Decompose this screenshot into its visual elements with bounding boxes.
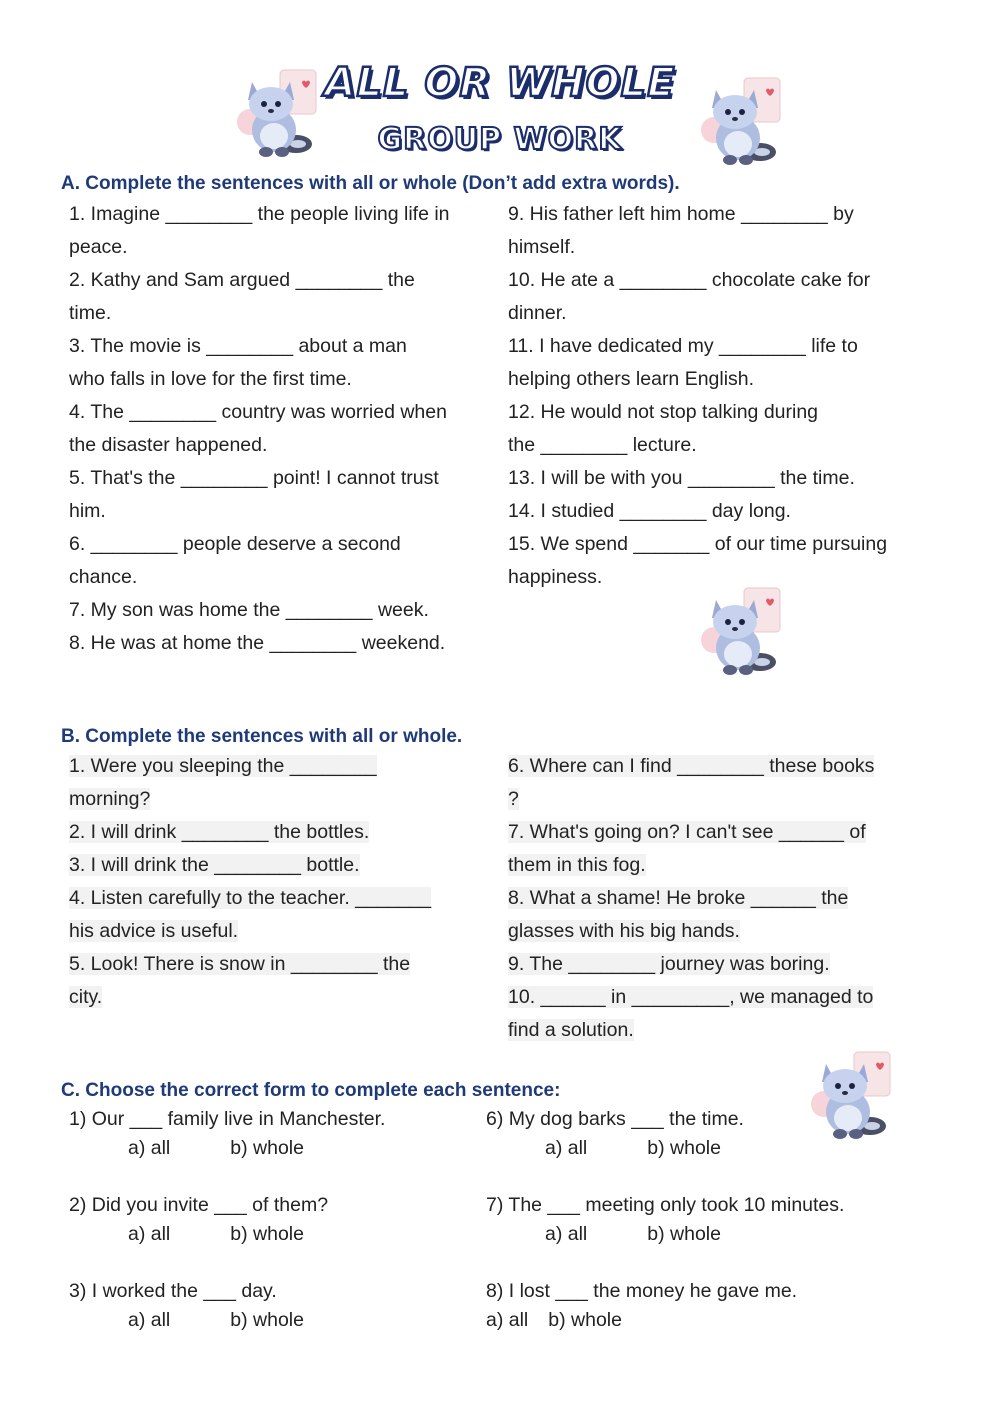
sentence-text: who falls in love for the first time. — [69, 368, 352, 390]
sentence-item — [508, 495, 938, 528]
sentence-item — [69, 627, 499, 660]
option-b[interactable]: b) whole — [647, 1223, 721, 1245]
option-b[interactable]: b) whole — [230, 1137, 304, 1159]
sentence-item — [69, 948, 489, 1014]
option-a[interactable]: a) all — [128, 1309, 171, 1331]
sentence-text: 9. The ________ journey was boring. — [508, 953, 830, 975]
section-b-left-column — [69, 750, 489, 1014]
sentence-text: 2. Kathy and Sam argued ________ the — [69, 269, 415, 291]
sentence-text: 15. We spend _______ of our time pursuing — [508, 533, 888, 555]
sentence-item — [69, 849, 489, 882]
sentence-text: find a solution. — [508, 1019, 634, 1041]
sentence-text: chance. — [69, 566, 138, 588]
sentence-text: ? — [508, 788, 519, 810]
section-b-heading: B. Complete the sentences with all or whole. — [61, 726, 463, 747]
sentence-text: 13. I will be with you ________ the time. — [508, 467, 855, 489]
option-b[interactable]: b) whole — [647, 1137, 721, 1159]
sentence-text: them in this fog. — [508, 854, 646, 876]
page-subtitle: GROUP WORK — [377, 122, 623, 157]
fox-illustration — [700, 584, 786, 676]
question: 6) My dog barks ___ the time. — [486, 1108, 744, 1130]
option-a[interactable]: a) all — [128, 1137, 171, 1159]
option-b[interactable]: b) whole — [230, 1309, 304, 1331]
sentence-text: 1. Imagine ________ the people living life in — [69, 203, 450, 225]
fox-illustration — [810, 1048, 896, 1140]
sentence-item — [69, 750, 489, 816]
section-a-heading: A. Complete the sentences with all or whole (Don’t add extra words). — [61, 173, 680, 194]
sentence-text: 6. Where can I find ________ these books — [508, 755, 875, 777]
question: 2) Did you invite ___ of them? — [69, 1194, 329, 1216]
sentence-item — [508, 330, 938, 396]
sentence-text: him. — [69, 500, 106, 522]
sentence-item — [508, 948, 938, 981]
sentence-text: 7. What's going on? I can't see ______ of — [508, 821, 866, 843]
option-b[interactable]: b) whole — [548, 1309, 622, 1331]
question: 1) Our ___ family live in Manchester. — [69, 1108, 386, 1130]
page-title: ALL OR WHOLE — [324, 60, 676, 106]
sentence-text: 10. He ate a ________ chocolate cake for — [508, 269, 871, 291]
section-c-heading: C. Choose the correct form to complete each sentence: — [61, 1080, 561, 1101]
answer-options — [545, 1134, 721, 1163]
sentence-text: 14. I studied ________ day long. — [508, 500, 791, 522]
section-b-right-column — [508, 750, 938, 1047]
sentence-item — [508, 396, 938, 462]
sentence-text: 3. I will drink the ________ bottle. — [69, 854, 360, 876]
section-a-left-column — [69, 198, 499, 660]
answer-options — [128, 1134, 304, 1163]
answer-options — [128, 1306, 304, 1335]
sentence-item — [69, 396, 499, 462]
sentence-text: dinner. — [508, 302, 567, 324]
sentence-text: 11. I have dedicated my ________ life to — [508, 335, 858, 357]
question: 8) I lost ___ the money he gave me. — [486, 1280, 798, 1302]
option-a[interactable]: a) all — [486, 1309, 529, 1331]
sentence-item — [508, 981, 938, 1047]
section-a-right-column — [508, 198, 938, 594]
sentence-item — [508, 462, 938, 495]
question: 7) The ___ meeting only took 10 minutes. — [486, 1194, 845, 1216]
sentence-item — [508, 528, 938, 594]
sentence-text: helping others learn English. — [508, 368, 755, 390]
answer-options — [545, 1220, 721, 1249]
sentence-item — [69, 198, 499, 264]
sentence-item — [508, 816, 938, 882]
sentence-item — [69, 264, 499, 330]
sentence-text: 4. The ________ country was worried when — [69, 401, 447, 423]
sentence-text: 8. What a shame! He broke ______ the — [508, 887, 849, 909]
sentence-text: 8. He was at home the ________ weekend. — [69, 632, 446, 654]
sentence-text: peace. — [69, 236, 128, 258]
sentence-text: the ________ lecture. — [508, 434, 697, 456]
sentence-item — [508, 882, 938, 948]
answer-options — [128, 1220, 304, 1249]
sentence-text: morning? — [69, 788, 151, 810]
sentence-text: city. — [69, 986, 103, 1008]
option-a[interactable]: a) all — [545, 1137, 588, 1159]
sentence-text: 10. ______ in _________, we managed to — [508, 986, 874, 1008]
sentence-text: 12. He would not stop talking during — [508, 401, 819, 423]
sentence-text: happiness. — [508, 566, 603, 588]
sentence-item — [69, 594, 499, 627]
sentence-text: 2. I will drink ________ the bottles. — [69, 821, 370, 843]
sentence-item — [69, 816, 489, 849]
sentence-text: 5. Look! There is snow in ________ the — [69, 953, 411, 975]
sentence-item — [508, 264, 938, 330]
sentence-text: 7. My son was home the ________ week. — [69, 599, 429, 621]
option-a[interactable]: a) all — [128, 1223, 171, 1245]
sentence-item — [69, 528, 499, 594]
sentence-text: glasses with his big hands. — [508, 920, 740, 942]
sentence-text: 9. His father left him home ________ by — [508, 203, 854, 225]
sentence-text: his advice is useful. — [69, 920, 239, 942]
answer-options — [486, 1306, 622, 1335]
sentence-text: 3. The movie is ________ about a man — [69, 335, 407, 357]
sentence-item — [69, 882, 489, 948]
sentence-text: 1. Were you sleeping the ________ — [69, 755, 377, 777]
sentence-text: time. — [69, 302, 112, 324]
sentence-item — [508, 750, 938, 816]
sentence-text: 4. Listen carefully to the teacher. _______ — [69, 887, 432, 909]
sentence-text: himself. — [508, 236, 576, 258]
question: 3) I worked the ___ day. — [69, 1280, 277, 1302]
sentence-item — [508, 198, 938, 264]
option-a[interactable]: a) all — [545, 1223, 588, 1245]
fox-illustration — [700, 74, 786, 166]
sentence-text: 5. That's the ________ point! I cannot trust — [69, 467, 439, 489]
sentence-text: the disaster happened. — [69, 434, 268, 456]
sentence-item — [69, 330, 499, 396]
sentence-item — [69, 462, 499, 528]
option-b[interactable]: b) whole — [230, 1223, 304, 1245]
sentence-text: 6. ________ people deserve a second — [69, 533, 401, 555]
